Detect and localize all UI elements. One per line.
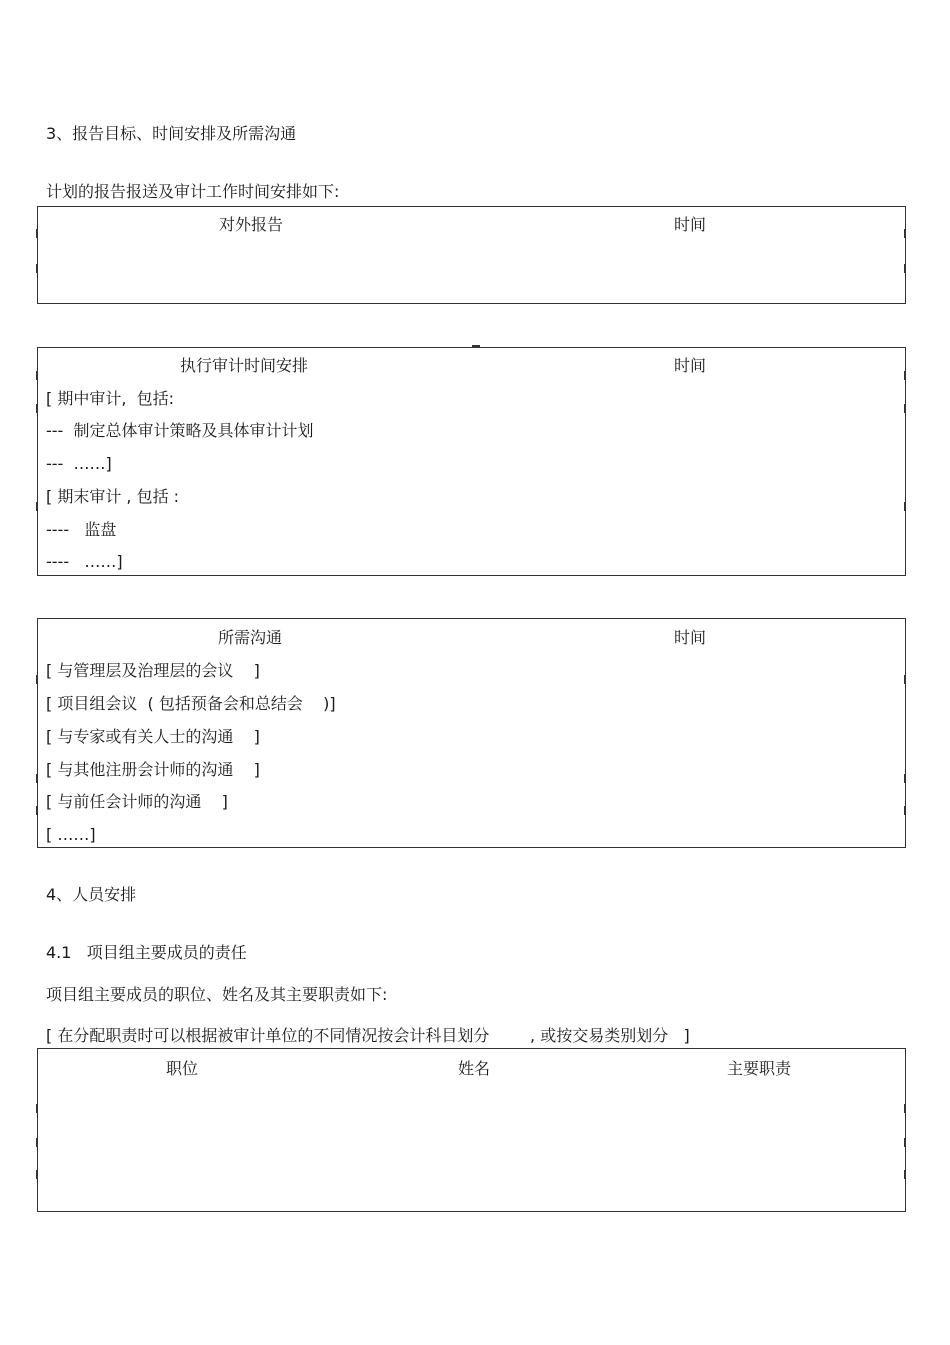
table-edge-mark (904, 774, 906, 783)
comm-row-team-meeting: [ 项目组会议 ( 包括预备会和总结会 )] (46, 694, 336, 713)
table-edge-mark (36, 675, 38, 684)
table-edge-mark (36, 371, 38, 380)
report-table-col-report: 对外报告 (219, 215, 284, 234)
table-edge-mark (36, 264, 38, 273)
staff-allocation-note: [ 在分配职责时可以根据被审计单位的不同情况按会计科目划分 , 或按交易类别划分 ] (46, 1026, 690, 1045)
table-edge-mark (36, 1170, 38, 1179)
staff-table-col-duties: 主要职责 (727, 1059, 792, 1078)
staff-table-col-name: 姓名 (458, 1059, 491, 1078)
table-edge-mark (904, 502, 906, 511)
table-edge-mark (904, 1170, 906, 1179)
table-edge-mark (36, 502, 38, 511)
table-edge-mark (904, 229, 906, 238)
comm-table-col-time: 时间 (674, 628, 707, 647)
table-edge-mark (36, 404, 38, 413)
audit-row-final: [ 期末审计 , 包括 : (46, 487, 180, 506)
report-table (37, 206, 906, 304)
table-edge-mark (904, 1104, 906, 1113)
staff-table (37, 1048, 906, 1212)
section-4-heading: 4、人员安排 (46, 885, 137, 904)
comm-table-col-communication: 所需沟通 (218, 628, 283, 647)
report-table-col-time: 时间 (674, 215, 707, 234)
schedule-intro: 计划的报告报送及审计工作时间安排如下: (46, 182, 340, 201)
section-3-heading: 3、报告目标、时间安排及所需沟通 (46, 124, 297, 143)
table-edge-mark (904, 806, 906, 815)
table-edge-mark (904, 1138, 906, 1147)
table-edge-mark (904, 264, 906, 273)
audit-row-strategy: --- 制定总体审计策略及具体审计计划 (46, 421, 314, 440)
section-4-1-heading: 4.1 项目组主要成员的责任 (46, 943, 247, 962)
audit-schedule-table (37, 347, 906, 576)
audit-row-final-more: ---- ……] (46, 552, 123, 571)
staff-table-col-position: 职位 (166, 1059, 199, 1078)
comm-row-governance: [ 与管理层及治理层的会议 ] (46, 661, 260, 680)
audit-table-col-time: 时间 (674, 356, 707, 375)
table-edge-mark (36, 1104, 38, 1113)
table-edge-mark (36, 229, 38, 238)
table-edge-mark (904, 675, 906, 684)
comm-row-other-cpa: [ 与其他注册会计师的沟通 ] (46, 760, 260, 779)
table-edge-mark (904, 404, 906, 413)
comm-row-experts: [ 与专家或有关人士的沟通 ] (46, 727, 260, 746)
staff-intro: 项目组主要成员的职位、姓名及其主要职责如下: (46, 985, 388, 1004)
table-edge-mark (36, 1138, 38, 1147)
communication-table (37, 618, 906, 848)
comm-row-predecessor: [ 与前任会计师的沟通 ] (46, 792, 228, 811)
table-edge-mark (904, 371, 906, 380)
audit-table-col-schedule: 执行审计时间安排 (180, 356, 309, 375)
audit-row-interim-more: --- ……] (46, 454, 112, 473)
comm-row-more: [ ……] (46, 825, 96, 844)
table-edge-mark (36, 774, 38, 783)
audit-row-stocktake: ---- 监盘 (46, 520, 117, 539)
audit-row-interim: [ 期中审计, 包括: (46, 389, 174, 408)
table-edge-mark (36, 806, 38, 815)
